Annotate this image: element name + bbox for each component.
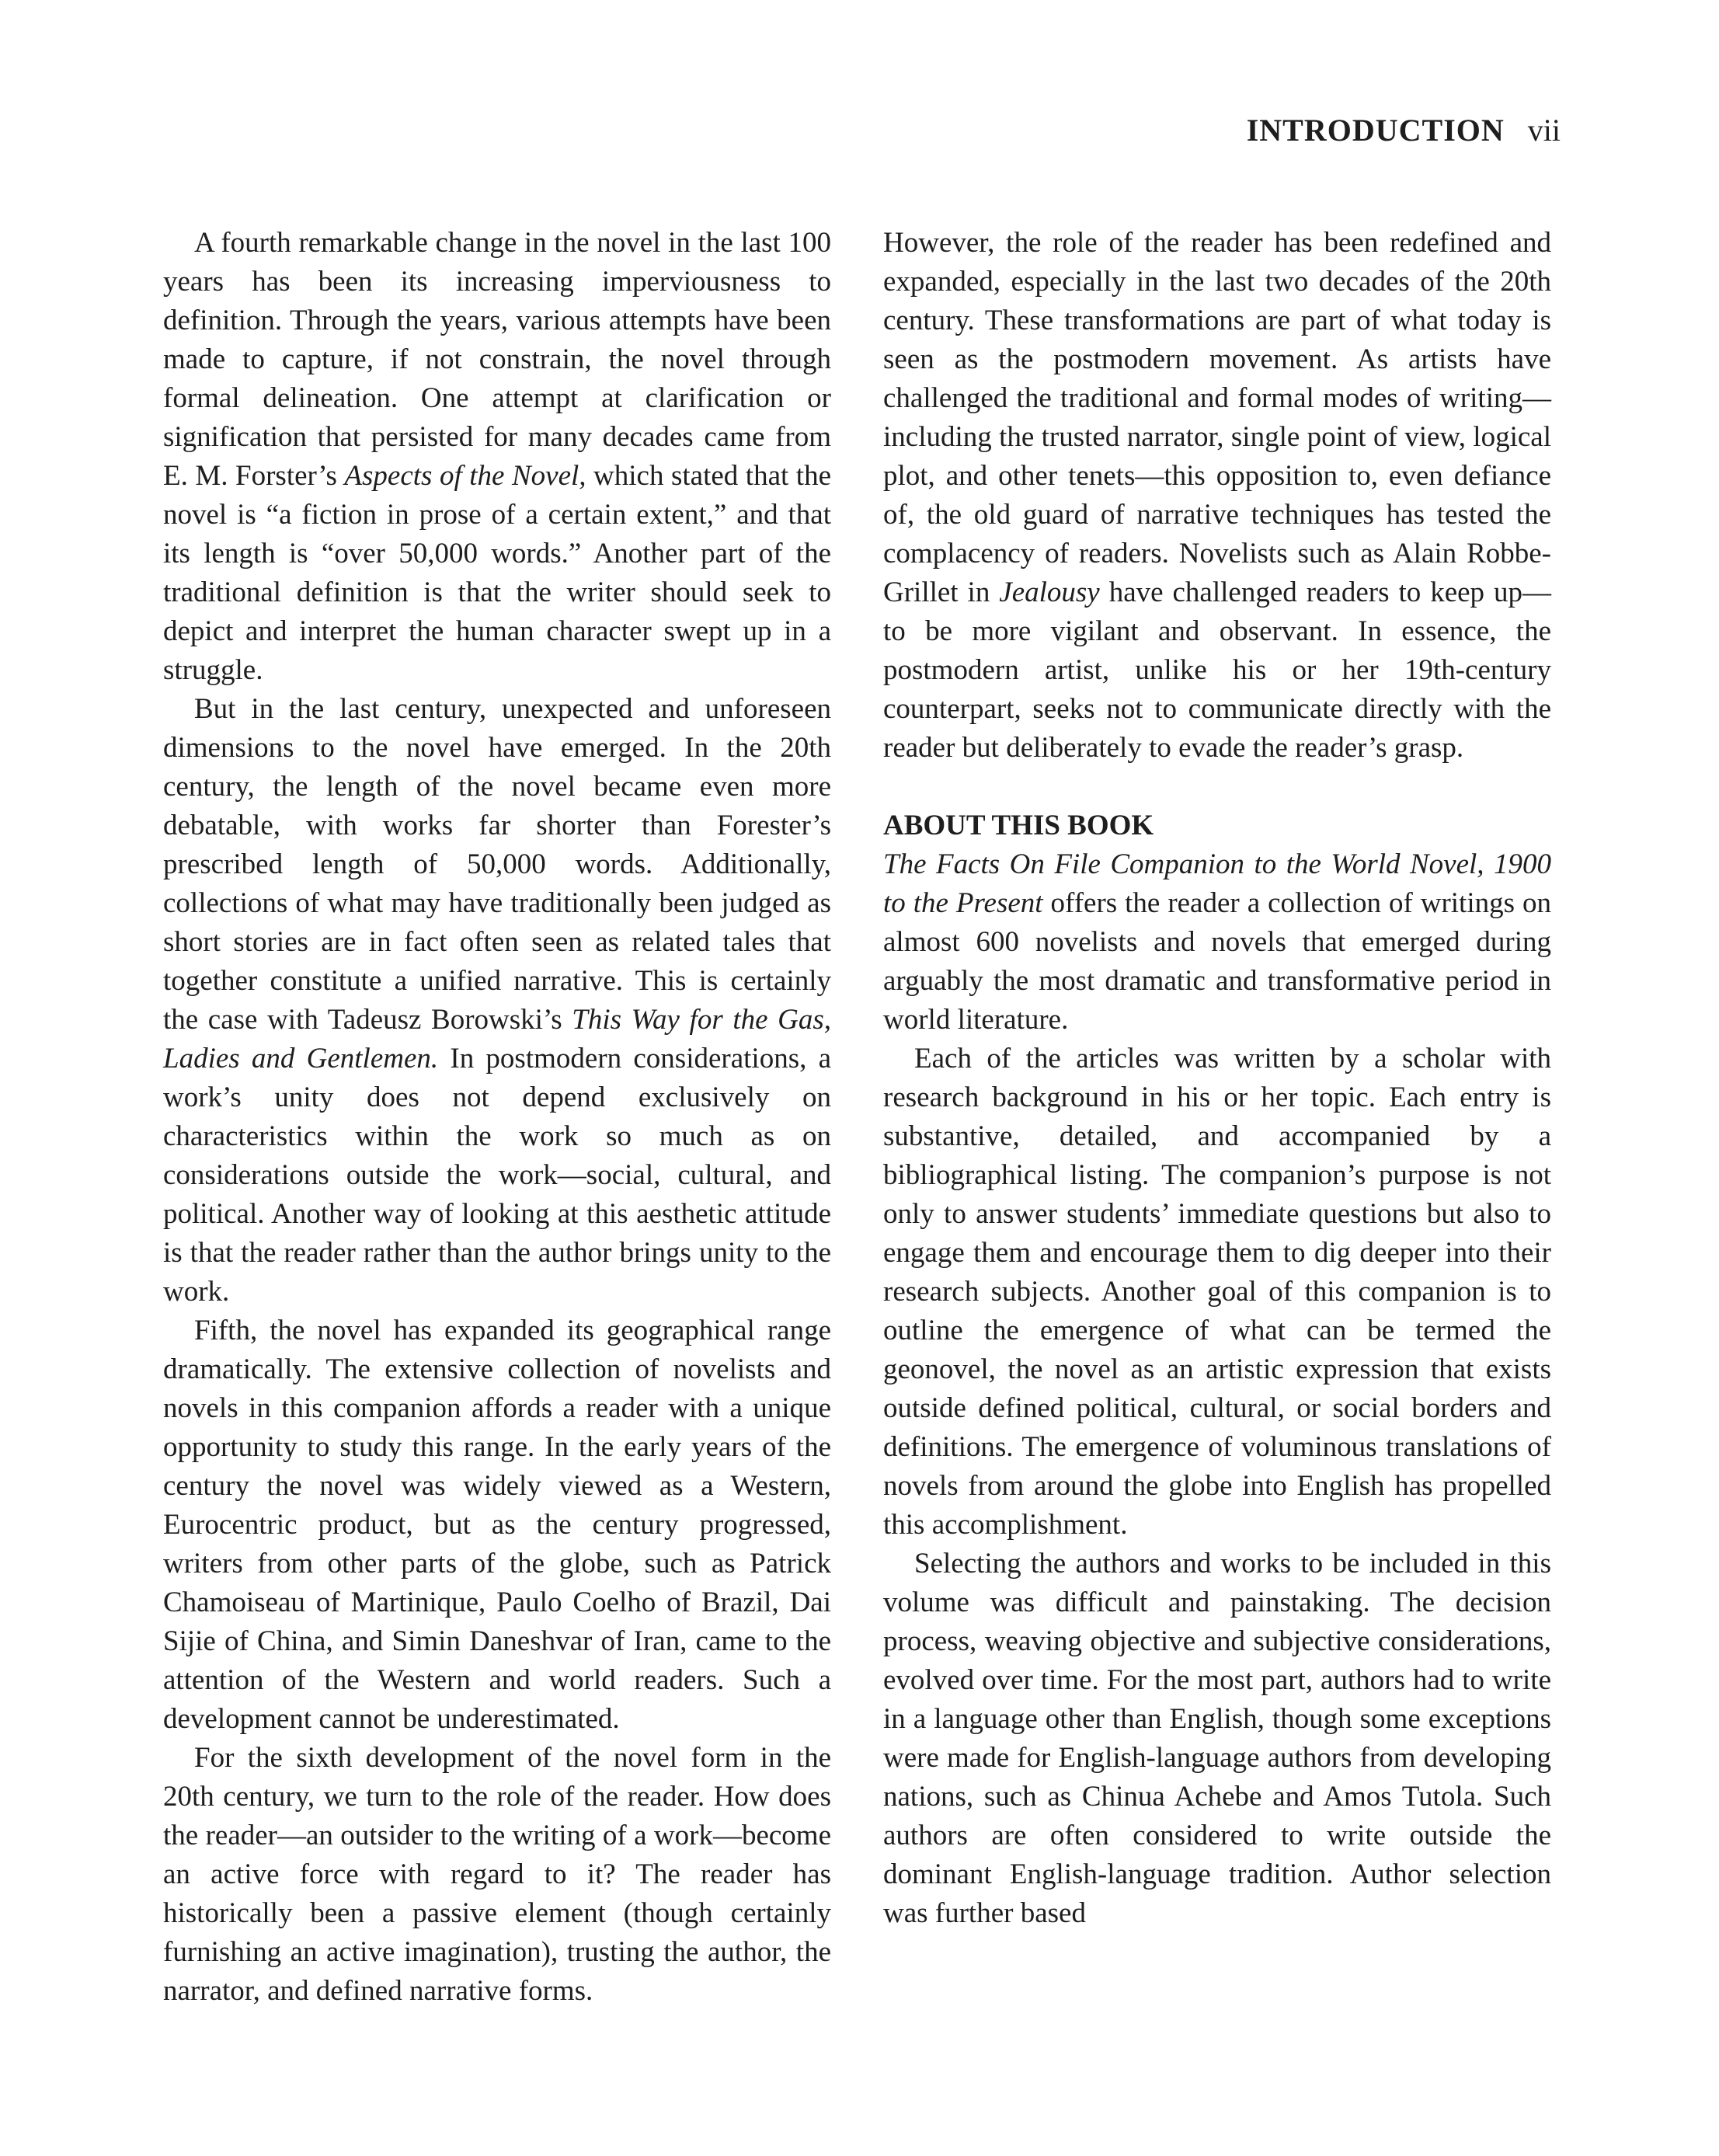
section-heading: ABOUT THIS BOOK — [883, 810, 1154, 841]
paragraph: Selecting the authors and works to be included in this volume was difficult and painstaking. The decision process, weaving objective and subjective considerations, evolved over time. For the most part, authors had to write in a language other than English, though some exceptions were made for English-language authors from developing nations, such as Chinua Achebe and Amos Tutola. Such authors are often considered to write outside the dominant English-language tradition. Author selection was further based — [883, 1548, 1551, 1929]
paragraph-text: have challenged readers to keep up—to be more vigilant and observant. In essence, the postmodern artist, unlike his or her 19th-century counterpart, seeks not to communicate directly with the reader but deliberately to evade the reader’s grasp. — [883, 576, 1551, 764]
paragraph — [883, 224, 1551, 768]
book-title: The Facts On File Companion to the World Novel, 1900 to the Present — [883, 848, 1551, 919]
paragraph-text: However, the role of the reader has been redefined and expanded, especially in the last two decades of the 20th century. These transformations are part of what today is seen as the postmodern movement. As artists have challenged the traditional and formal modes of writing—including the trusted narrator, single point of view, logical plot, and other tenets—this opposition to, even defiance of, the old guard of narrative techniques has tested the complacency of readers. Novelists such as Alain Robbe-Grillet in — [883, 227, 1551, 608]
paragraph: Each of the articles was written by a scholar with research background in his or her topic. Each entry is substantive, detailed, and accompanied by a bibliographical listing. The companion’s purpose is not only to answer students’ immediate questions but also to engage them and encourage them to dig deeper into their research subjects. Another goal of this companion is to outline the emergence of what can be termed the geonovel, the novel as an artistic expression that exists outside defined political, cultural, or social borders and definitions. The emergence of voluminous translations of novels from around the globe into English has propelled this accomplishment. — [883, 1043, 1551, 1541]
paragraph: For the sixth development of the novel form in the 20th century, we turn to the role of the reader. How does the reader—an outsider to the writing of a work—become an active force with regard to it? The reader has historically been a passive element (though certainly furnishing an active imagination), trusting the author, the narrator, and defined narrative forms. — [163, 1742, 831, 2007]
paragraph-text: A fourth remarkable change in the novel in the last 100 years has been its increasing imperviousness to definition. Through the years, various attempts have been made to capture, if not constrain, the novel through formal delineation. One attempt at clarification or signification that persisted for many decades came from E. M. Forster’s — [163, 227, 831, 492]
right-column — [883, 224, 1551, 1933]
paragraph-text: offers the reader a collection of writings on almost 600 novelists and novels that emerged during arguably the most dramatic and transformative period in world literature. — [883, 887, 1551, 1036]
book-title: Aspects of the Novel, — [344, 460, 586, 492]
paragraph-text: But in the last century, unexpected and unforeseen dimensions to the novel have emerged. In the 20th century, the length of the novel became even more debatable, with works far shorter than Forester’s prescribed length of 50,000 words. Additionally, collections of what may have traditionally been judged as short stories are in fact often seen as related tales that together constitute a unified narrative. This is certainly the case with Tadeusz Borowski’s — [163, 693, 831, 1036]
running-head — [1247, 109, 1561, 152]
running-head-title: INTRODUCTION — [1246, 113, 1505, 148]
left-column — [163, 224, 831, 2011]
paragraph — [163, 224, 831, 690]
book-title: This Way for the Gas, Ladies and Gentlemen. — [163, 1004, 831, 1075]
page-number: vii — [1527, 113, 1561, 148]
paragraph — [883, 845, 1551, 1040]
paragraph — [163, 690, 831, 1311]
paragraph-text: which stated that the novel is “a fiction in prose of a certain extent,” and that its length is “over 50,000 words.” Another part of the traditional definition is that the writer should seek to depict and interpret the human character swept up in a struggle. — [163, 460, 831, 686]
book-title: Jealousy — [999, 576, 1100, 608]
paragraph-text: In postmodern considerations, a work’s unity does not depend exclusively on characteristics within the work so much as on considerations outside the work—social, cultural, and political. Another way of looking at this aesthetic attitude is that the reader rather than the author brings unity to the work. — [163, 1043, 831, 1308]
paragraph: Fifth, the novel has expanded its geographical range dramatically. The extensive collection of novelists and novels in this companion affords a reader with a unique opportunity to study this range. In the early years of the century the novel was widely viewed as a Western, Eurocentric product, but as the century progressed, writers from other parts of the globe, such as Patrick Chamoiseau of Martinique, Paulo Coelho of Brazil, Dai Sijie of China, and Simin Daneshvar of Iran, came to the attention of the Western and world readers. Such a development cannot be underestimated. — [163, 1315, 831, 1735]
